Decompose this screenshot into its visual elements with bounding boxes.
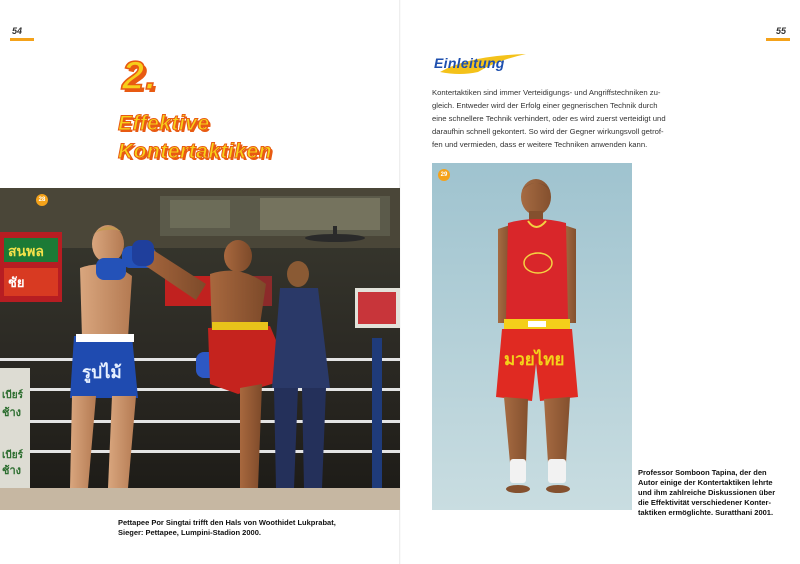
chapter-title-line2: Kontertaktiken (118, 140, 273, 163)
chapter-title-line1: Effektive (118, 112, 210, 135)
chapter-number: 2. (122, 54, 158, 98)
photo-caption-right (638, 468, 788, 518)
caption-right-line4: die Effektivität verschiedener Konter- (638, 498, 771, 507)
caption-left-line1: Pettapee Por Singtai trifft den Hals von Woothidet Lukprabat, (118, 518, 336, 527)
caption-right-line2: Autor einige der Kontertaktiken lehrte (638, 478, 773, 487)
sign-text-1: สนพล (8, 244, 44, 260)
photo-number-badge-left: 28 (36, 194, 48, 206)
shorts-text: มวยไทย (504, 350, 565, 370)
photo-number-badge-right: 29 (438, 169, 450, 181)
page-number-left: 54 (12, 26, 23, 36)
professor-portrait-illustration (432, 163, 632, 510)
sign-text-2: เบียร์ (2, 390, 23, 401)
caption-right-line1: Professor Somboon Tapina, der den (638, 468, 767, 477)
svg-text:ชัย: ชัย (8, 276, 25, 291)
boxing-match-illustration (0, 188, 400, 510)
caption-left-line2: Sieger: Pettapee, Lumpini-Stadion 2000. (118, 528, 261, 537)
sign-text-3: ช้าง (2, 406, 22, 419)
photo-caption-left (118, 518, 388, 538)
intro-line-2: gleich. Entweder wird der Erfolg einer gegnerischen Technik durch (432, 101, 658, 110)
svg-text:ช้าง: ช้าง (2, 464, 22, 477)
page-number-bar-right (766, 38, 790, 41)
caption-right-line5: taktiken ermöglichte. Suratthani 2001. (638, 508, 774, 517)
intro-line-3: eine schnellere Technik verhindert, oder es wird zuerst verteidigt und (432, 114, 666, 123)
boxing-match-photo (0, 188, 400, 510)
intro-paragraph (432, 86, 767, 151)
page-number-bar-left (10, 38, 34, 41)
caption-right-line3: und ihm zahlreiche Diskussionen über (638, 488, 776, 497)
professor-portrait-photo (432, 163, 632, 510)
svg-text:เบียร์: เบียร์ (2, 450, 23, 461)
intro-heading: Einleitung (434, 55, 505, 71)
intro-line-4: daraufhin schnell gekontert. So wird der Gegner wirkungsvoll getrof- (432, 127, 664, 136)
intro-line-5: fen und vermieden, dass er weitere Techniken anwenden kann. (432, 140, 648, 149)
intro-line-1: Kontertaktiken sind immer Verteidigungs- und Angriffstechniken zu- (432, 88, 661, 97)
page-number-right: 55 (776, 26, 787, 36)
svg-text:รูปไม้: รูปไม้ (82, 363, 122, 383)
